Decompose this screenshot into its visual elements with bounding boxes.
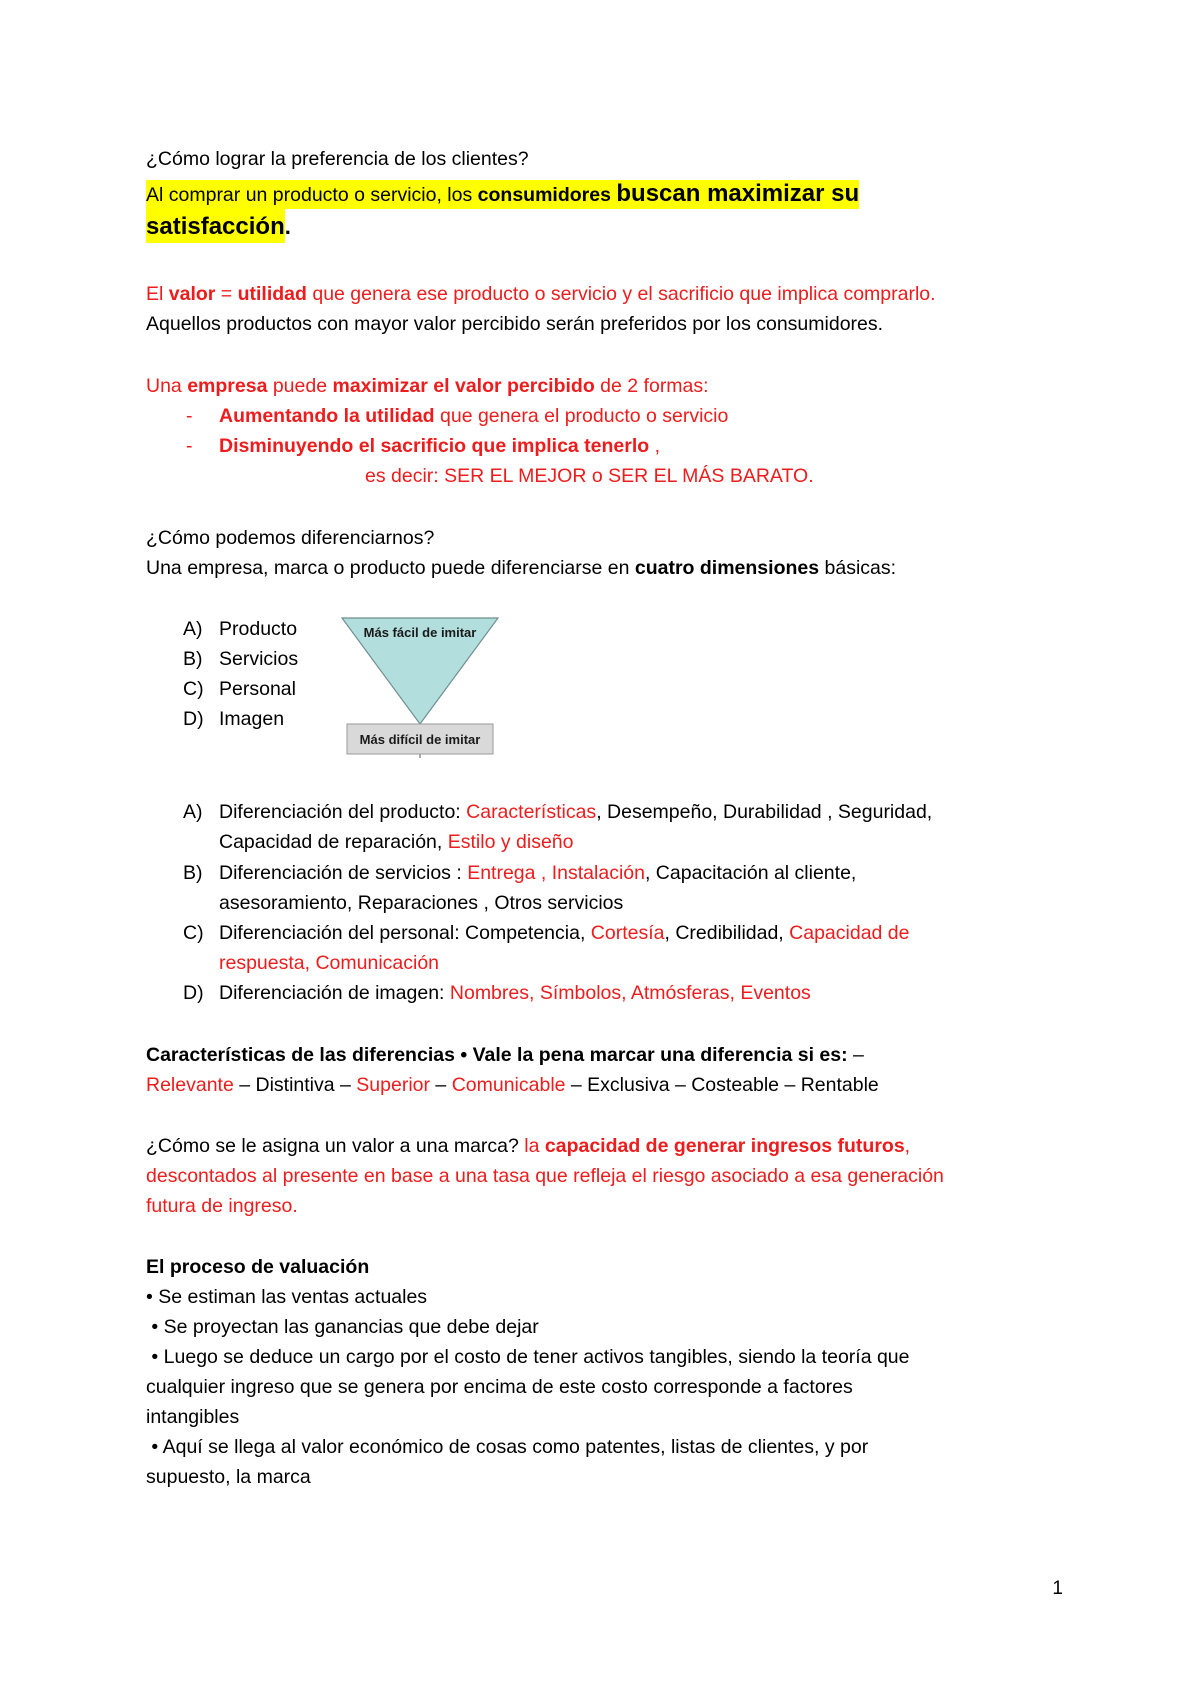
es-decir-text: es decir: SER EL MEJOR o SER EL MÁS BARATO.: [365, 465, 814, 487]
proceso-line: • Se estiman las ventas actuales: [146, 1286, 428, 1308]
imitation-funnel-diagram: [330, 610, 510, 760]
cuatro-dimensiones-text: Una empresa, marca o producto puede diferenciarse en cuatro dimensiones básicas:: [146, 557, 897, 579]
hl-consumidores: consumidores: [477, 184, 611, 206]
caracteristicas-heading: Características de las diferencias • Vale la pena marcar una diferencia si es: –: [146, 1044, 864, 1066]
diff-imagen-line1: Diferenciación de imagen: Nombres, Símbolos, Atmósferas, Eventos: [219, 982, 811, 1004]
diff-personal-line1: Diferenciación del personal: Competencia, Cortesía, Credibilidad, Capacidad de: [219, 922, 910, 944]
question-diferenciarnos: ¿Cómo podemos diferenciarnos?: [146, 527, 435, 549]
diff-producto-line1: Diferenciación del producto: Características, Desempeño, Durabilidad , Seguridad,: [219, 801, 933, 823]
valor-percibido-text: Aquellos productos con mayor valor percibido serán preferidos por los consumidores.: [146, 313, 884, 335]
list-item: Personal: [219, 678, 296, 700]
dash-2: -: [186, 435, 193, 457]
cuatro-dimensiones-bold: cuatro dimensiones: [634, 557, 820, 579]
highlighted-sentence-line1: [146, 182, 859, 206]
caracteristicas-list: Relevante – Distintiva – Superior – Comunicable – Exclusiva – Costeable – Rentable: [146, 1074, 879, 1096]
diff-personal-line2: respuesta, Comunicación: [219, 952, 440, 974]
hl-satisfaccion: satisfacción: [146, 209, 285, 243]
list-letter: B): [183, 862, 203, 884]
marca-valor-line3: futura de ingreso.: [146, 1195, 298, 1217]
proceso-line: • Luego se deduce un cargo por el costo de tener activos tangibles, siendo la teoría que: [146, 1346, 910, 1368]
proceso-line: cualquier ingreso que se genera por encima de este costo corresponde a factores: [146, 1376, 853, 1398]
hl-buscan-maximizar: buscan maximizar su: [616, 180, 860, 207]
item-disminuyendo: Disminuyendo el sacrificio que implica tenerlo ,: [219, 435, 661, 457]
diff-servicios-line1: Diferenciación de servicios : Entrega , Instalación, Capacitación al cliente,: [219, 862, 857, 884]
item-aumentando: Aumentando la utilidad que genera el producto o servicio: [219, 405, 729, 427]
valor-word: valor: [168, 283, 216, 305]
empresa-word: empresa: [187, 375, 268, 397]
list-letter: D): [183, 982, 204, 1004]
list-letter: B): [183, 648, 203, 670]
list-item: Imagen: [219, 708, 285, 730]
funnel-top-label: Más fácil de imitar: [363, 625, 477, 640]
list-letter: C): [183, 922, 204, 944]
list-item: Producto: [219, 618, 298, 640]
diff-producto-line2: Capacidad de reparación, Estilo y diseño: [219, 831, 574, 853]
proceso-line: • Se proyectan las ganancias que debe dejar: [146, 1316, 539, 1338]
list-letter: A): [183, 618, 203, 640]
question-preferencia: ¿Cómo lograr la preferencia de los clientes?: [146, 148, 529, 170]
proceso-line: supuesto, la marca: [146, 1466, 311, 1488]
proceso-heading: El proceso de valuación: [146, 1256, 370, 1278]
maximizar-valor-percibido: maximizar el valor percibido: [332, 375, 595, 397]
marca-valor-line2: descontados al presente en base a una tasa que refleja el riesgo asociado a esa generación: [146, 1165, 944, 1187]
marca-valor-line1: ¿Cómo se le asigna un valor a una marca? la capacidad de generar ingresos futuros,: [146, 1135, 911, 1157]
list-letter: C): [183, 678, 204, 700]
utilidad-word: utilidad: [237, 283, 307, 305]
page-number: 1: [1052, 1578, 1063, 1599]
valor-definition: El valor = utilidad que genera ese producto o servicio y el sacrificio que implica comprarlo.: [146, 283, 936, 305]
proceso-line: intangibles: [146, 1406, 240, 1428]
highlighted-sentence-line2: satisfacción.: [146, 215, 291, 239]
hl-text-a: Al comprar un producto o servicio, los: [146, 184, 478, 206]
list-item: Servicios: [219, 648, 299, 670]
proceso-line: • Aquí se llega al valor económico de cosas como patentes, listas de clientes, y por: [146, 1436, 869, 1458]
diff-servicios-line2: asesoramiento, Reparaciones , Otros servicios: [219, 892, 624, 914]
funnel-bottom-label: Más difícil de imitar: [359, 732, 481, 747]
empresa-maximizar: Una empresa puede maximizar el valor percibido de 2 formas:: [146, 375, 709, 397]
dash-1: -: [186, 405, 193, 427]
list-letter: A): [183, 801, 203, 823]
list-letter: D): [183, 708, 204, 730]
